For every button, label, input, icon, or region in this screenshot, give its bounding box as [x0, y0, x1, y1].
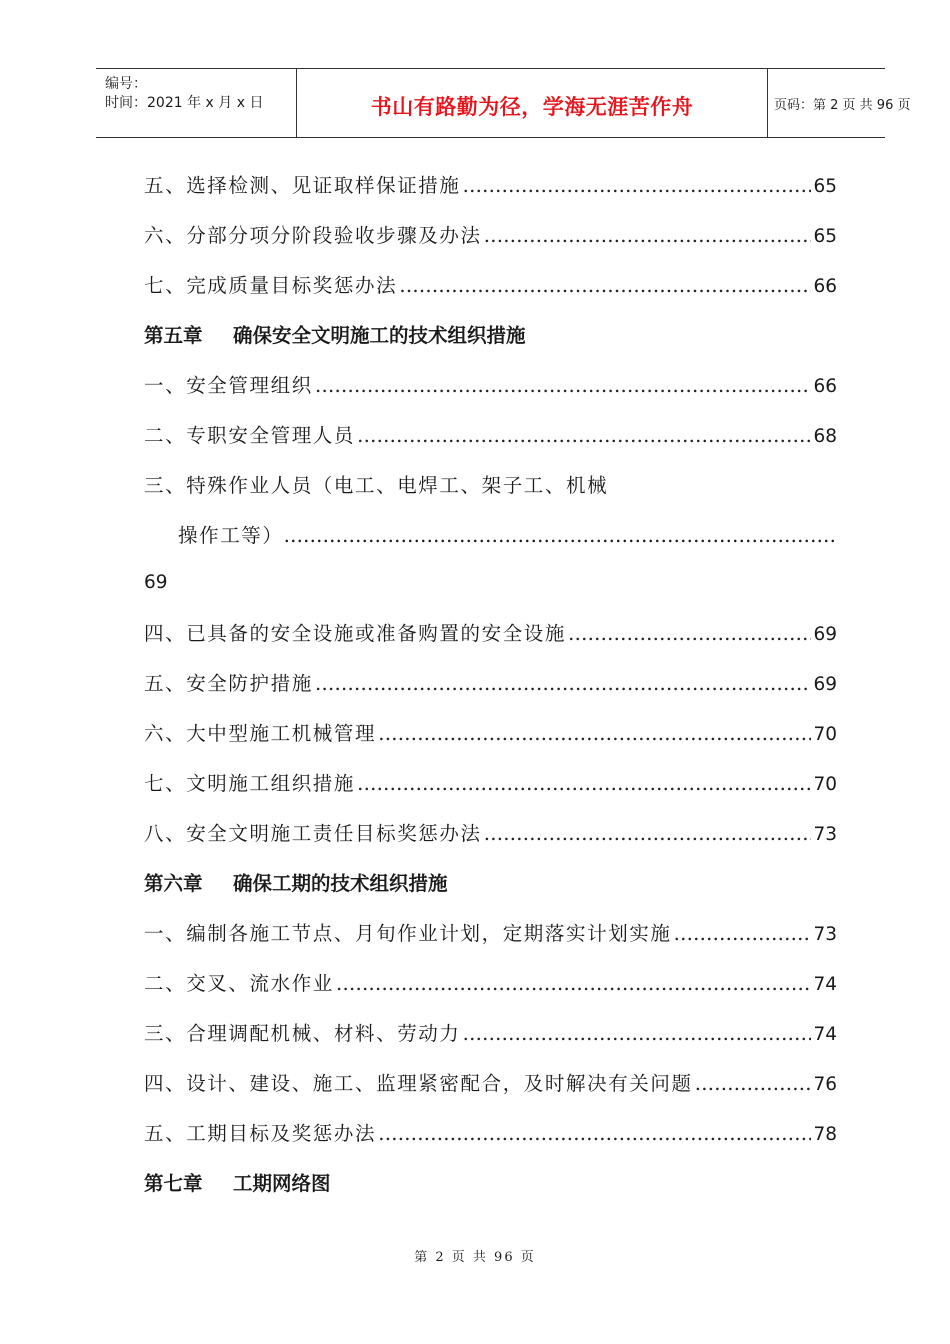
toc-entry-title: 五、工期目标及奖惩办法	[144, 1122, 377, 1145]
toc-entry-page: 65	[813, 226, 837, 247]
leader-dots	[463, 174, 812, 197]
toc-entry-page: 69	[144, 572, 168, 593]
toc-entry[interactable]	[144, 220, 837, 250]
toc-entry-title: 三、特殊作业人员（电工、电焊工、架子工、机械	[144, 474, 609, 497]
leader-dots	[284, 524, 837, 547]
toc-entry-page: 70	[813, 724, 837, 745]
chapter-number: 第七章	[144, 1172, 203, 1195]
leader-dots	[378, 722, 811, 745]
toc-entry-title: 五、选择检测、见证取样保证措施	[144, 174, 461, 197]
toc-entry-title: 二、交叉、流水作业	[144, 972, 334, 995]
chapter-heading[interactable]	[144, 868, 448, 896]
toc-entry-page: 73	[813, 824, 837, 845]
toc-entry-title: 七、文明施工组织措施	[144, 772, 356, 795]
toc-entry-page: 78	[813, 1124, 837, 1145]
chapter-heading[interactable]	[144, 320, 526, 348]
toc-entry-page: 76	[813, 1074, 837, 1095]
leader-dots	[357, 772, 811, 795]
toc-entry-page: 73	[813, 924, 837, 945]
toc-entry[interactable]	[144, 918, 837, 948]
toc-entry-continuation[interactable]	[178, 520, 837, 550]
header-meta-cell	[96, 69, 297, 137]
toc-entry[interactable]	[144, 1068, 837, 1098]
header-page-cell	[768, 69, 911, 137]
chapter-title: 工期网络图	[233, 1172, 331, 1195]
page-header	[96, 68, 911, 138]
toc-entry-title: 操作工等）	[178, 524, 284, 547]
toc-entry[interactable]	[144, 470, 837, 500]
toc-entry-title: 三、合理调配机械、材料、劳动力	[144, 1022, 461, 1045]
leader-dots	[378, 1122, 811, 1145]
leader-dots	[399, 274, 811, 297]
toc-entry[interactable]	[144, 370, 837, 400]
toc-entry-page: 74	[813, 974, 837, 995]
toc-entry[interactable]	[144, 968, 837, 998]
toc-entry-title: 一、安全管理组织	[144, 374, 313, 397]
toc-entry-title: 二、专职安全管理人员	[144, 424, 356, 447]
toc-entry-title: 六、分部分项分阶段验收步骤及办法	[144, 224, 482, 247]
chapter-heading[interactable]	[144, 1168, 331, 1196]
chapter-title: 确保安全文明施工的技术组织措施	[233, 324, 526, 347]
serial-label: 编号：	[105, 76, 147, 92]
leader-dots	[695, 1072, 812, 1095]
toc-entry-title: 六、大中型施工机械管理	[144, 722, 377, 745]
toc-entry[interactable]	[144, 618, 837, 648]
leader-dots	[463, 1022, 812, 1045]
chapter-number: 第六章	[144, 872, 203, 895]
toc-entry-page: 66	[813, 376, 837, 397]
leader-dots	[357, 424, 811, 447]
time-label: 时间：2021 年 x 月 x 日	[105, 95, 264, 111]
toc-entry[interactable]	[144, 270, 837, 300]
leader-dots	[484, 224, 812, 247]
leader-dots	[336, 972, 812, 995]
toc-entry[interactable]	[144, 818, 837, 848]
motto: 书山有路勤为径，学海无涯苦作舟	[370, 95, 694, 119]
chapter-number: 第五章	[144, 324, 203, 347]
toc-entry-title: 四、已具备的安全设施或准备购置的安全设施	[144, 622, 567, 645]
leader-dots	[315, 374, 812, 397]
toc-entry[interactable]	[144, 1018, 837, 1048]
toc-entry-page: 69	[813, 674, 837, 695]
toc-entry[interactable]	[144, 768, 837, 798]
toc-entry-title: 七、完成质量目标奖惩办法	[144, 274, 398, 297]
toc-entry-title: 五、安全防护措施	[144, 672, 313, 695]
toc-entry-page: 65	[813, 176, 837, 197]
toc-entry[interactable]	[144, 718, 837, 748]
toc-entry[interactable]	[144, 668, 837, 698]
page-footer: 第 2 页 共 96 页	[414, 1250, 536, 1265]
toc-entry-page: 66	[813, 276, 837, 297]
toc-entry[interactable]	[144, 420, 837, 450]
leader-dots	[484, 822, 812, 845]
toc-entry-page: 74	[813, 1024, 837, 1045]
header-motto-cell	[297, 69, 768, 137]
toc-entry-page: 69	[813, 624, 837, 645]
toc-entry[interactable]	[144, 170, 837, 200]
toc-entry-title: 一、编制各施工节点、月旬作业计划，定期落实计划实施	[144, 922, 672, 945]
leader-dots	[568, 622, 811, 645]
leader-dots	[315, 672, 812, 695]
toc-entry[interactable]	[144, 1118, 837, 1148]
toc-entry-title: 八、安全文明施工责任目标奖惩办法	[144, 822, 482, 845]
chapter-title: 确保工期的技术组织措施	[233, 872, 448, 895]
toc-entry-page: 70	[813, 774, 837, 795]
page-info: 页码：第 2 页 共 96 页	[774, 98, 911, 113]
toc-entry-page: 68	[813, 426, 837, 447]
toc-entry-title: 四、设计、建设、施工、监理紧密配合，及时解决有关问题	[144, 1072, 693, 1095]
leader-dots	[674, 922, 812, 945]
